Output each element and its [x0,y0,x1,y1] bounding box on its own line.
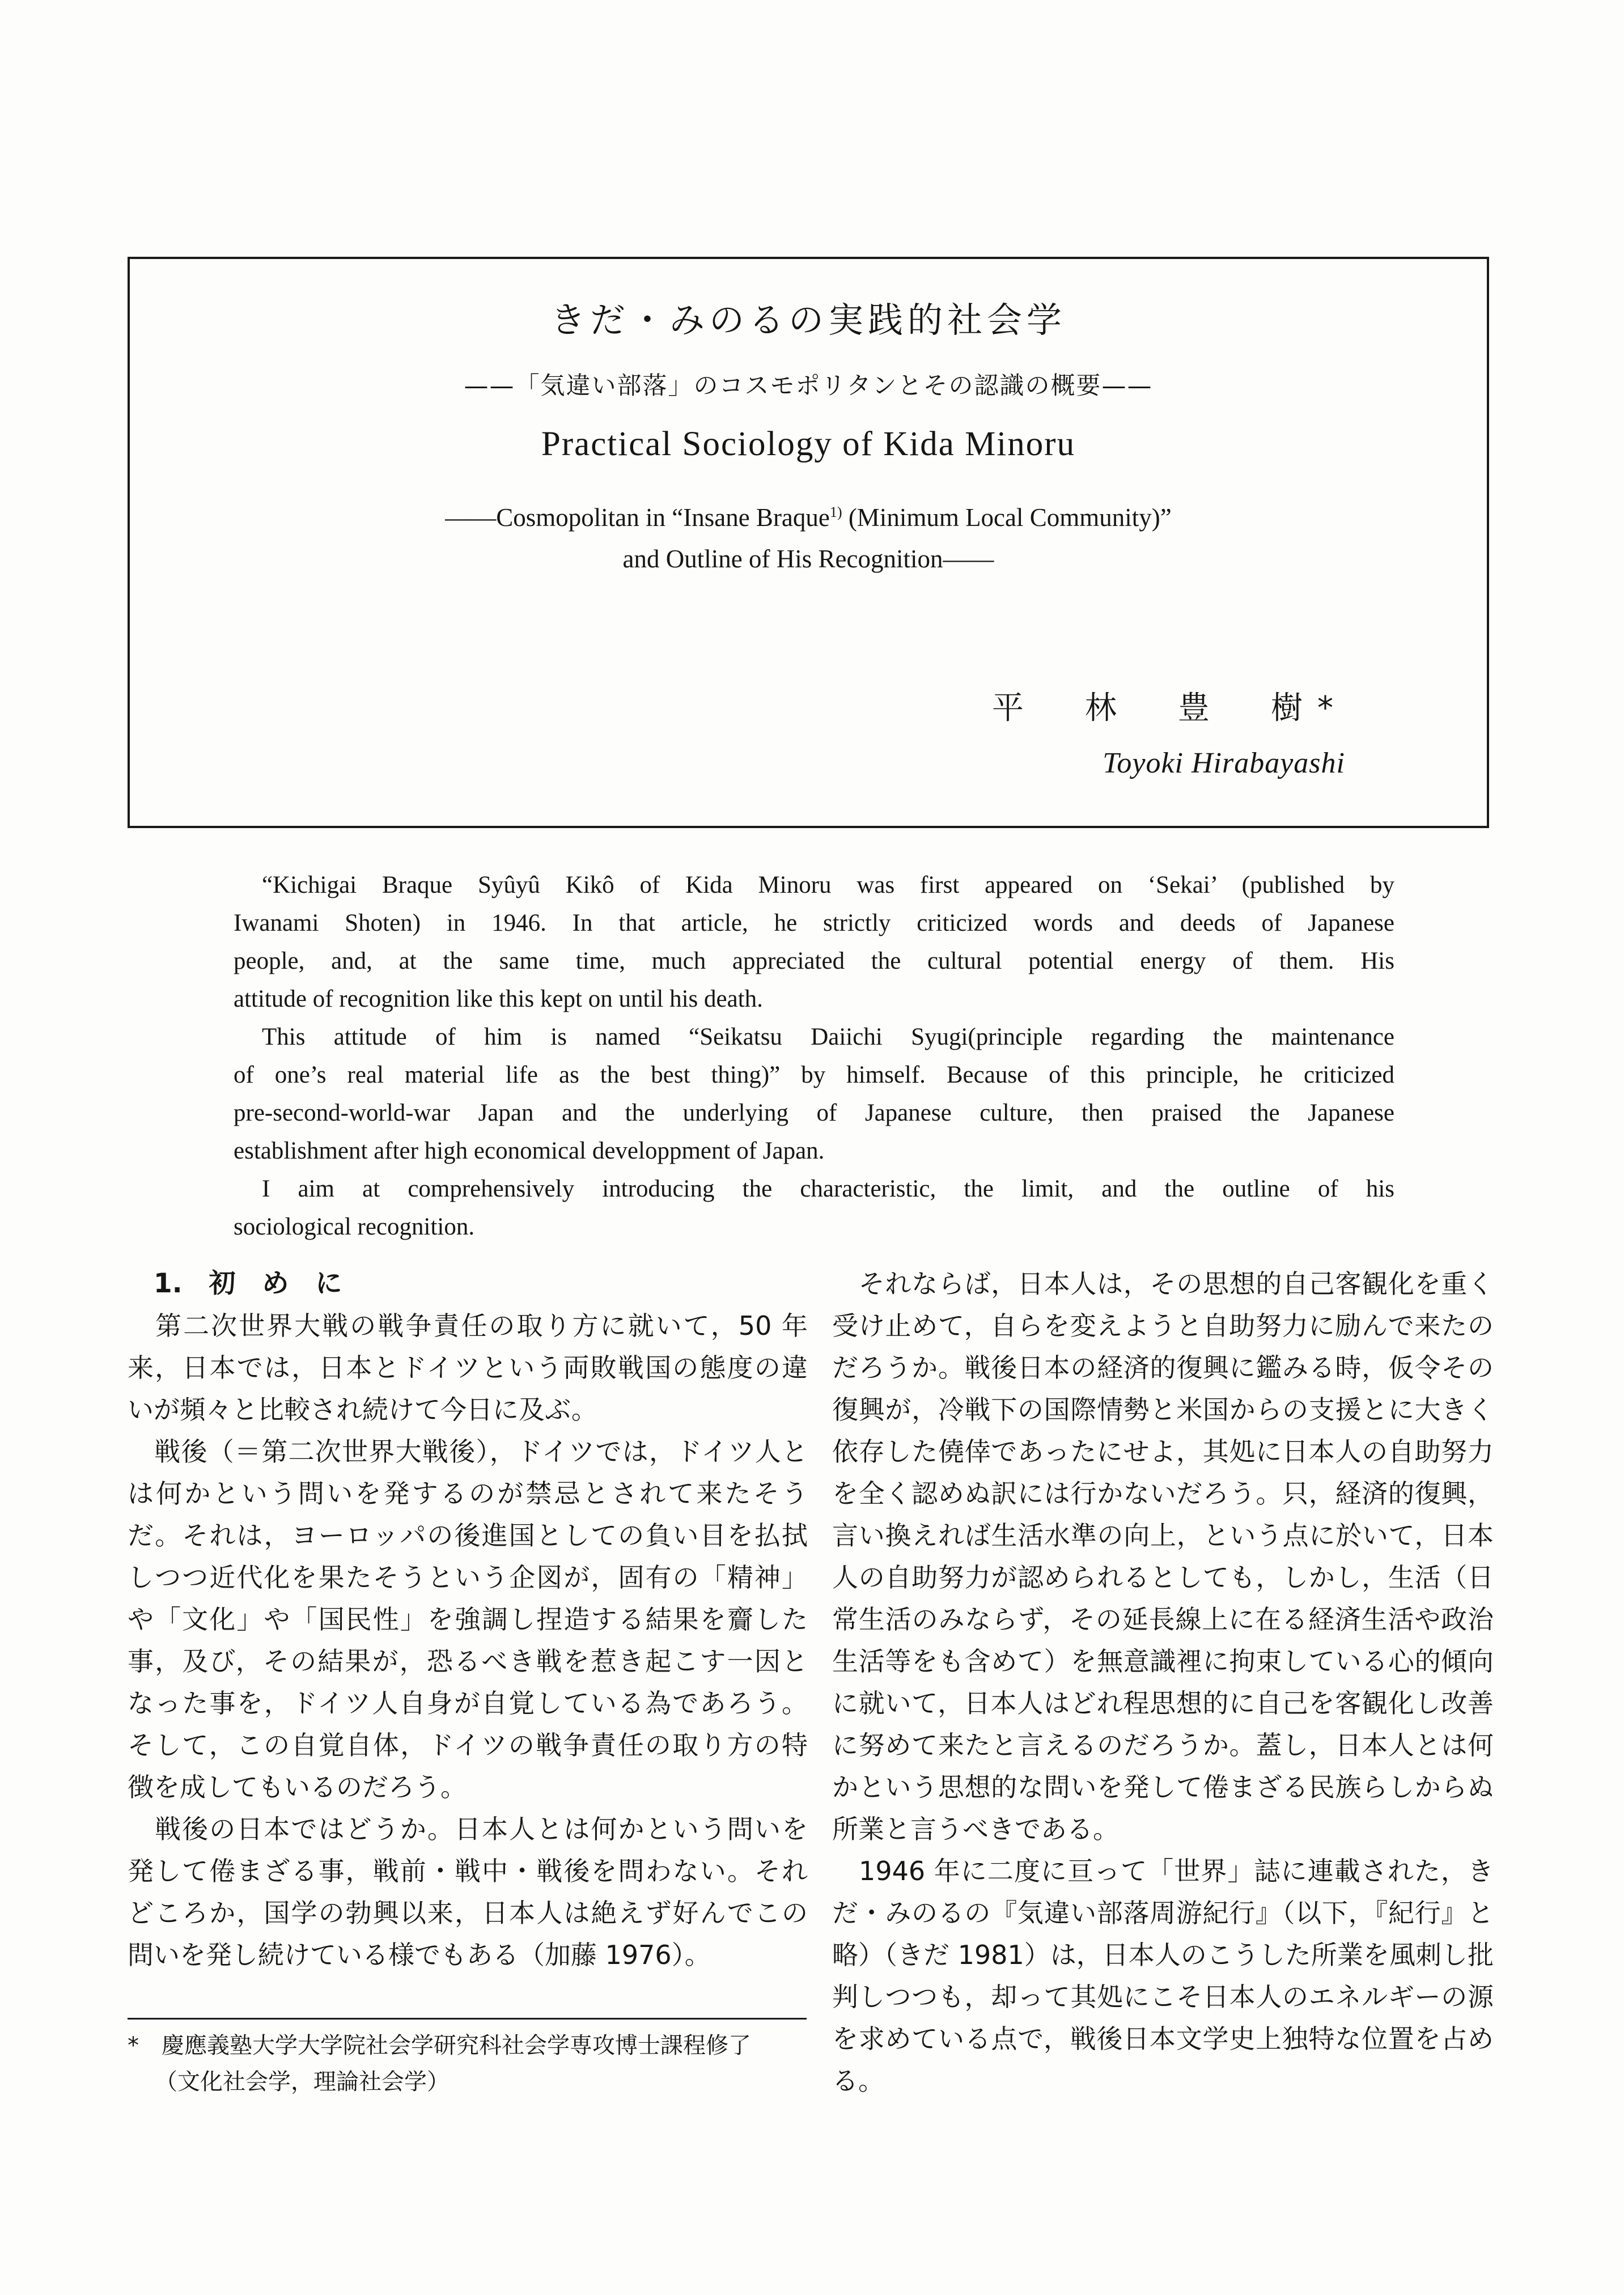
body-text-line: る。 [832,2065,884,2096]
body-text-line: かという思想的な問いを発して倦まざる民族らしからぬ [832,1772,1494,1802]
body-text-line: 戦後（＝第二次世界大戦後），ドイツでは，ドイツ人と [128,1436,808,1467]
abstract [234,866,1394,1246]
abstract-line: This attitude of him is named “Seikatsu Daiichi Syugi(principle regarding the maintenance [262,1024,1394,1050]
english-subtitle-line1 [130,503,1487,532]
body-text-line: 言い換えれば生活水準の向上，という点に於いて，日本 [832,1520,1494,1551]
body-text-line: 問いを発し続けている様でもある（加藤 1976）。 [128,1940,711,1970]
body-text-line: いが頻々と比較され続けて今日に及ぶ。 [128,1394,597,1425]
english-subtitle-line2: and Outline of His Recognition—— [622,545,994,573]
abstract-line: pre-second-world-war Japan and the underlying of Japanese culture, then praised the Japanese [234,1100,1394,1126]
body-text-line: 1946 年に二度に亘って「世界」誌に連載された，き [832,1856,1494,1886]
footnote-specialty: （文化社会学，理論社会学） [155,2069,450,2095]
abstract-line: “Kichigai Braque Syûyû Kikô of Kida Minoru was first appeared on ‘Sekai’ (published by [262,872,1394,898]
left-column [128,1263,808,1976]
abstract-line: establishment after high economical developpment of Japan. [234,1138,825,1164]
english-subtitle-text: ——Cosmopolitan in “Insane Braque [445,503,830,532]
body-text-line: だろうか。戦後日本の経済的復興に鑑みる時，仮令その [832,1352,1494,1383]
body-text-line: を求めている点で，戦後日本文学史上独特な位置を占め [832,2023,1494,2054]
body-text-line: や「文化」や「国民性」を強調し捏造する結果を齎した [128,1604,808,1635]
body-text-line: 第二次世界大戦の戦争責任の取り方に就いて，50 年 [128,1310,808,1341]
abstract-line: sociological recognition. [234,1214,475,1240]
body-text-line: しつつ近代化を果たそうという企図が，固有の「精神」 [128,1562,808,1593]
abstract-line: of one’s real material life as the best thing)” by himself. Because of this principle, he criticized [234,1062,1394,1088]
body-text-line: 発して倦まざる事，戦前・戦中・戦後を問わない。それ [128,1856,808,1886]
body-text-line: なった事を，ドイツ人自身が自覚している為であろう。 [128,1688,808,1719]
english-subtitle-text-cont: (Minimum Local Community)” [842,503,1172,532]
body-text-line: 依存した僥倖であったにせよ，其処に日本人の自助努力 [832,1436,1494,1467]
abstract-line: Iwanami Shoten) in 1946. In that article, he strictly criticized words and deeds of Japanese [234,910,1394,936]
footnote-affiliation: * 慶應義塾大学大学院社会学研究科社会学専攻博士課程修了 [128,2033,751,2059]
body-text-line: 徴を成してもいるのだろう。 [128,1772,467,1802]
footnote [128,2018,807,2100]
abstract-line: I aim at comprehensively introducing the characteristic, the limit, and the outline of his [262,1176,1394,1202]
author-name-japanese: 平 林 豊 樹* [992,690,1348,727]
body-text-line: そして，この自覚自体，ドイツの戦争責任の取り方の特 [128,1730,808,1761]
body-text-line: は何かという問いを発するのが禁忌とされて来たそう [128,1478,808,1509]
english-title: Practical Sociology of Kida Minoru [541,425,1076,463]
japanese-subtitle: ——「気違い部落」のコスモポリタンとその認識の概要—— [464,372,1153,400]
abstract-line: people, and, at the same time, much appreciated the cultural potential energy of them. His [234,948,1394,974]
body-text-line: それならば，日本人は，その思想的自己客観化を重く [832,1269,1494,1299]
body-text-line: に努めて来たと言えるのだろうか。蓋し，日本人とは何 [832,1730,1494,1761]
body-text-line: 人の自助努力が認められるとしても，しかし，生活（日 [832,1562,1494,1593]
footnote-reference-superscript: 1) [829,504,842,520]
body-text-line: 常生活のみならず，その延長線上に在る経済生活や政治 [832,1604,1494,1635]
body-text-line: だ・みのるの『気違い部落周游紀行』（以下，『紀行』と [832,1898,1494,1928]
body-text-line: だ。それは，ヨーロッパの後進国としての負い目を払拭 [128,1520,808,1551]
section-heading-introduction: 1. 初 め に [154,1268,342,1299]
body-text-line: 事，及び，その結果が，恐るべき戦を惹き起こす一因と [128,1646,808,1677]
body-text-line: に就いて，日本人はどれ程思想的に自己を客観化し改善 [832,1688,1494,1719]
body-text-line: 生活等をも含めて）を無意識裡に拘束している心的傾向 [832,1646,1494,1677]
author-name-romanized: Toyoki Hirabayashi [1103,747,1345,779]
left-column-text [128,1305,808,1976]
abstract-line: attitude of recognition like this kept on until his death. [234,986,763,1012]
body-text-line: 所業と言うべきである。 [832,1814,1119,1844]
title-box [128,257,1489,828]
body-text-line: 略）（きだ 1981）は，日本人のこうした所業を風刺し批 [832,1940,1494,1970]
body-text-line: を全く認めぬ訳には行かないだろう。只，経済的復興， [832,1478,1494,1509]
body-text-line: 判しつつも，却って其処にこそ日本人のエネルギーの源 [832,1982,1494,2012]
japanese-title: きだ・みのるの実践的社会学 [550,299,1066,341]
body-text-line: 復興が，冷戦下の国際情勢と米国からの支援とに大きく [832,1394,1494,1425]
right-column [832,1263,1494,2102]
body-text-line: 受け止めて，自らを変えようと自助努力に励んで来たの [832,1310,1494,1341]
body-text-line: 来，日本では，日本とドイツという両敗戦国の態度の違 [128,1352,808,1383]
body-text-line: どころか，国学の勃興以来，日本人は絶えず好んでこの [128,1898,808,1928]
body-text-line: 戦後の日本ではどうか。日本人とは何かという問いを [128,1814,808,1844]
